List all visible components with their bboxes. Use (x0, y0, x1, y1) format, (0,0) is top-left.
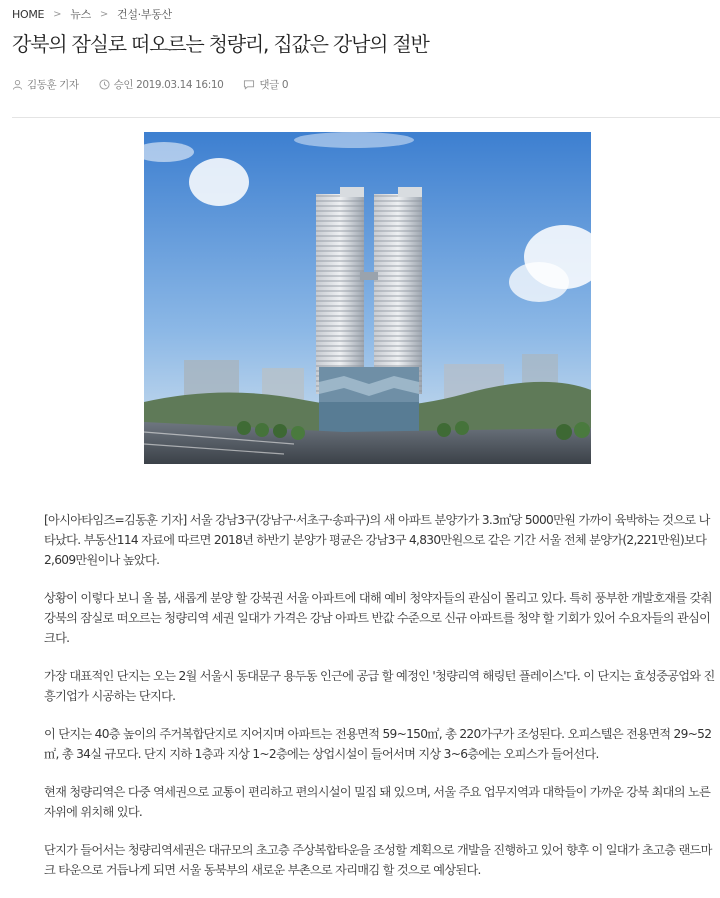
breadcrumb-home-link[interactable]: HOME (12, 7, 45, 21)
comment-count[interactable] (243, 77, 288, 92)
author-info (12, 77, 79, 92)
author-name: 김동훈 기자 (27, 79, 79, 91)
article-paragraph: 이 단지는 40층 높이의 주거복합단지로 지어지며 아파트는 전용면적 59~150㎡, 총 220가구가 조성된다. 오피스텔은 전용면적 29~52㎡, 총 34실 규모다. 단지 지하 1층과 지상 1~2층에는 상업시설이 들어서며 지상 3~6층에는 오피스가 들어선다. (44, 727, 712, 761)
article-title: 강북의 잠실로 떠오르는 청량리, 집값은 강남의 절반 (12, 32, 429, 56)
breadcrumb (12, 6, 172, 22)
comment-icon (243, 79, 255, 90)
article-meta (12, 77, 308, 92)
clock-icon (99, 79, 110, 90)
article-paragraph: 단지가 들어서는 청량리역세권은 대규모의 초고층 주상복합타운을 조성할 계획으로 개발을 진행하고 있어 향후 이 일대가 초고층 랜드마크 타운으로 거듭나게 되면 서울 동북부의 새로운 부촌으로 자리매김 할 것으로 예상된다. (44, 843, 712, 877)
article-paragraph: 현재 청량리역은 다중 역세권으로 교통이 편리하고 편의시설이 밀집 돼 있으며, 서울 주요 업무지역과 대학들이 가까운 강북 최대의 노른자위에 위치해 있다. (44, 785, 711, 819)
header-divider (12, 117, 720, 118)
article-paragraph: 가장 대표적인 단지는 오는 2월 서울시 동대문구 용두동 인근에 공급 할 예정인 '청량리역 해링턴 플레이스'다. 이 단지는 효성중공업와 진흥기업가 시공하는 단지다. (44, 669, 715, 703)
article-photo (144, 132, 591, 464)
article-paragraph: [아시아타임즈=김동훈 기자] 서울 강남3구(강남구·서초구·송파구)의 새 아파트 분양가가 3.3㎡당 5000만원 가까이 육박하는 것으로 나타났다. 부동산114 자료에 따르면 2018년 하반기 분양가 평균은 강남3구 4,830만원으로 같은 기간 서울 전체 분양가(2,221만원)보다 2,609만원이나 높았다. (44, 513, 710, 567)
breadcrumb-news-link[interactable]: 뉴스 (70, 8, 91, 21)
comment-count-text: 댓글 0 (259, 79, 289, 91)
article-body (44, 510, 718, 898)
person-icon (12, 79, 23, 90)
approved-text: 승인 2019.03.14 16:10 (113, 79, 224, 91)
approved-date (99, 77, 224, 92)
article-paragraph: 상황이 이렇다 보니 올 봄, 새롭게 분양 할 강북권 서울 아파트에 대해 예비 청약자들의 관심이 몰리고 있다. 특히 풍부한 개발호재를 갖춰 강북의 잠실로 떠오르는 청량리역 세권 일대가 가격은 강남 아파트 반값 수준으로 신규 아파트를 청약 할 기회가 있어 수요자들의 관심이 크다. (44, 591, 712, 645)
chevron-right-icon: > (53, 8, 62, 20)
breadcrumb-category-link[interactable]: 건설·부동산 (117, 8, 172, 21)
building-rendering-image (144, 132, 591, 464)
chevron-right-icon: > (99, 8, 109, 20)
